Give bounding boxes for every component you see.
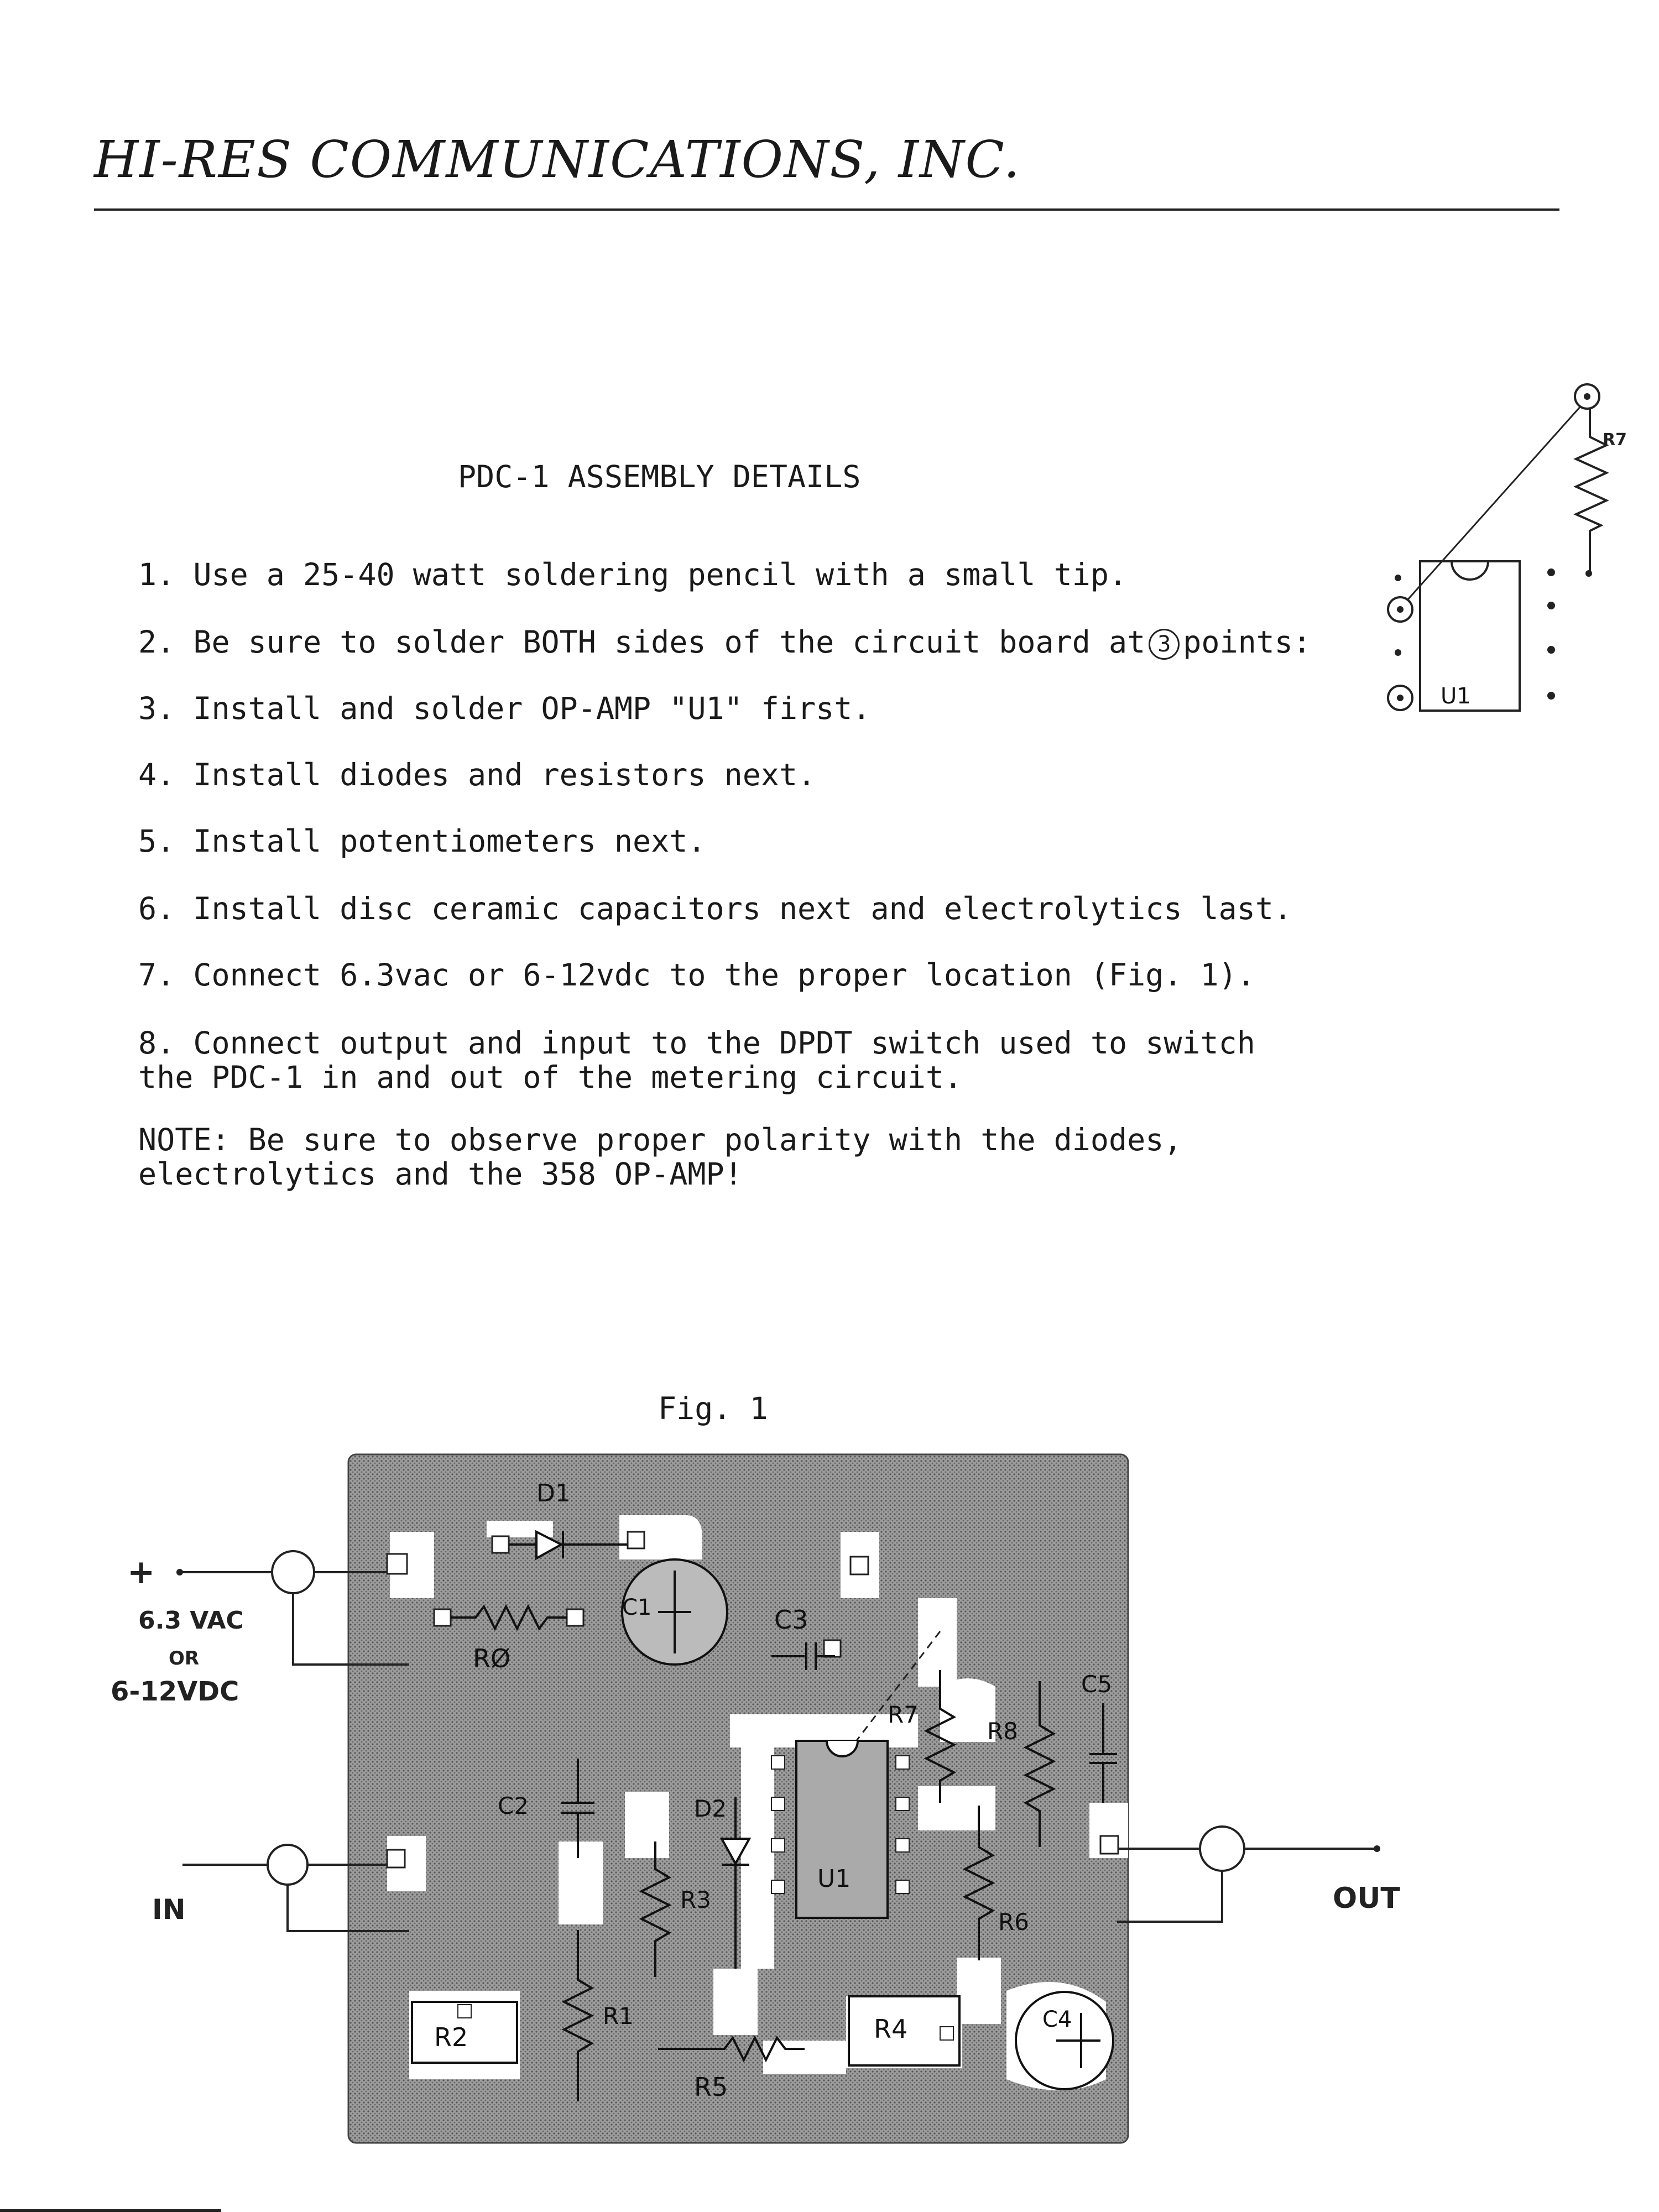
- d1-label: D1: [536, 1479, 571, 1507]
- c3-label: C3: [774, 1605, 808, 1635]
- c5-label: C5: [1081, 1671, 1113, 1698]
- document-title: PDC-1 ASSEMBLY DETAILS: [458, 459, 861, 494]
- note-line-1: NOTE: Be sure to observe proper polarity with the diodes,: [138, 1122, 1182, 1157]
- r6-label: R6: [998, 1908, 1029, 1936]
- input-label: IN: [152, 1893, 186, 1926]
- r8-label: R8: [987, 1718, 1018, 1745]
- r3-label: R3: [680, 1886, 711, 1913]
- d2-label: D2: [694, 1795, 727, 1822]
- step-7: 7. Connect 6.3vac or 6-12vdc to the proper location (Fig. 1).: [138, 957, 1255, 993]
- step-6: 6. Install disc ceramic capacitors next and electrolytics last.: [138, 891, 1292, 926]
- step-2-text: 2. Be sure to solder BOTH sides of the circuit board: [138, 624, 1091, 660]
- step-5: 5. Install potentiometers next.: [138, 823, 706, 859]
- c1-label: C1: [622, 1595, 652, 1620]
- scan-edge-mark: [0, 2209, 221, 2212]
- c2-label: C2: [498, 1792, 529, 1819]
- power-label-vac: 6.3 VAC: [138, 1606, 244, 1635]
- power-label-vdc: 6-12VDC: [111, 1676, 239, 1707]
- r4-label: R4: [874, 2014, 908, 2044]
- note-line-2: electrolytics and the 358 OP-AMP!: [138, 1156, 743, 1192]
- figure-caption: Fig. 1: [658, 1391, 768, 1426]
- r5-label: R5: [694, 2072, 728, 2102]
- mini-u1-label: U1: [1441, 684, 1471, 709]
- r2-label: R2: [434, 2022, 468, 2052]
- mini-r7-label: R7: [1603, 430, 1627, 450]
- step-2-at: at: [1109, 624, 1146, 660]
- output-label: OUT: [1333, 1882, 1400, 1915]
- r1-label: R1: [603, 2002, 634, 2030]
- r0-label: RØ: [473, 1644, 511, 1673]
- step-2-points: points:: [1183, 624, 1312, 660]
- step-2-circled-number: 3: [1149, 629, 1180, 660]
- step-4: 4. Install diodes and resistors next.: [138, 757, 816, 792]
- step-8-line-1: 8. Connect output and input to the DPDT switch used to switch: [138, 1025, 1255, 1061]
- step-1: 1. Use a 25-40 watt soldering pencil with a small tip.: [138, 557, 1128, 592]
- company-name: HI-RES COMMUNICATIONS, INC.: [94, 130, 1021, 189]
- r7-label: R7: [888, 1701, 919, 1728]
- power-plus-label: +: [127, 1553, 155, 1592]
- power-terminal-dot: [176, 1569, 183, 1575]
- c4-label: C4: [1042, 2007, 1072, 2032]
- step-3: 3. Install and solder OP-AMP "U1" first.: [138, 691, 871, 726]
- step-8-line-2: the PDC-1 in and out of the metering circuit.: [138, 1060, 963, 1095]
- power-label-or: OR: [169, 1647, 200, 1670]
- u1-label: U1: [817, 1865, 851, 1893]
